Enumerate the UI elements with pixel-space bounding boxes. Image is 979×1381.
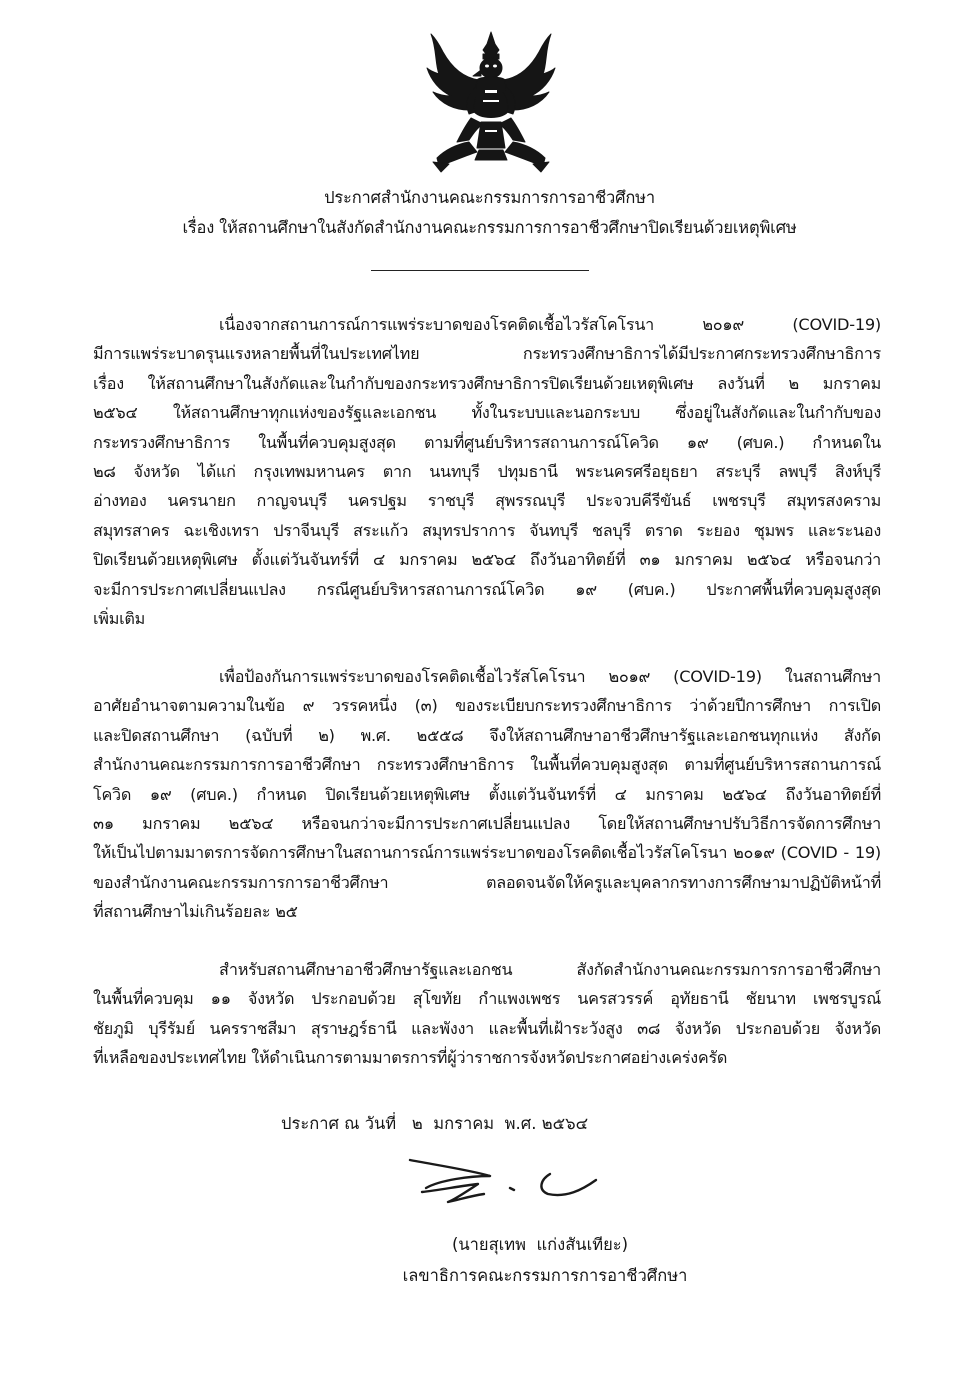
- title-divider: [371, 270, 589, 271]
- announcement-subject: เรื่อง ให้สถานศึกษาในสังกัดสำนักงานคณะกรรมการการอาชีวศึกษาปิดเรียนด้วยเหตุพิเศษ: [182, 218, 797, 237]
- signer-position: เลขาธิการคณะกรรมการการอาชีวศึกษา: [402, 1266, 688, 1285]
- text-line: อ่างทอง นครนายก กาญจนบุรี นครปฐม ราชบุรี สุพรรณบุรี ประจวบคีรีขันธ์ เพชรบุรี สมุทรสงคราม: [93, 491, 881, 511]
- text-line: สำนักงานคณะกรรมการการอาชีวศึกษา กระทรวงศึกษาธิการ ในพื้นที่ควบคุมสูงสุด ตามที่ศูนย์บริหารสถานการณ์: [93, 755, 881, 775]
- text-line: เพิ่มเติม: [93, 609, 146, 629]
- signer-name: (นายสุเทพ แก่งสันเทียะ): [451, 1235, 629, 1254]
- text-line: และปิดสถานศึกษา (ฉบับที่ ๒) พ.ศ. ๒๕๕๘ จึงให้สถานศึกษาอาชีวศึกษารัฐและเอกชนทุกแห่ง สังกัด: [93, 725, 881, 745]
- text-line: เพื่อป้องกันการแพร่ระบาดของโรคติดเชื้อไวรัสโคโรนา ๒๐๑๙ (COVID-19) ในสถานศึกษา: [219, 667, 881, 686]
- text-line: จะมีการประกาศเปลี่ยนแปลง กรณีศูนย์บริหารสถานการณ์โควิด ๑๙ (ศบค.) ประกาศพื้นที่ควบคุมสูงสุด: [93, 579, 881, 599]
- text-line: โควิด ๑๙ (ศบค.) กำหนด ปิดเรียนด้วยเหตุพิเศษ ตั้งแต่วันจันทร์ที่ ๔ มกราคม ๒๕๖๔ ถึงวันอาทิตย์ที่: [93, 784, 881, 804]
- announcement-title: ประกาศสำนักงานคณะกรรมการการอาชีวศึกษา: [324, 188, 655, 207]
- text-line: มีการแพร่ระบาดรุนแรงหลายพื้นที่ในประเทศไทย กระทรวงศึกษาธิการได้มีประกาศกระทรวงศึกษาธิการ: [93, 344, 881, 364]
- text-line: สมุทรสาคร ฉะเชิงเทรา ปราจีนบุรี สระแก้ว สมุทรปราการ จันทบุรี ชลบุรี ตราด ระยอง ชุมพร และระนอง: [93, 520, 881, 540]
- text-line: ของสำนักงานคณะกรรมการการอาชีวศึกษา ตลอดจนจัดให้ครูและบุคลากรทางการศึกษามาปฏิบัติหน้าที่: [93, 872, 881, 892]
- promulgation-date: ประกาศ ณ วันที่ ๒ มกราคม พ.ศ. ๒๕๖๔: [281, 1114, 589, 1133]
- text-line: ๓๑ มกราคม ๒๕๖๔ หรือจนกว่าจะมีการประกาศเปลี่ยนแปลง โดยให้สถานศึกษาปรับวิธีการจัดการศึกษา: [93, 814, 881, 834]
- body-paragraph-1: [93, 310, 881, 633]
- text-line: ให้เป็นไปตามมาตรการจัดการศึกษาในสถานการณ์การแพร่ระบาดของโรคติดเชื้อไวรัสโคโรนา ๒๐๑๙ (COVID - 19): [93, 843, 881, 863]
- text-line: อาศัยอำนาจตามความในข้อ ๙ วรรคหนึ่ง (๓) ของระเบียบกระทรวงศึกษาธิการ ว่าด้วยปีการศึกษา การเปิด: [93, 696, 881, 716]
- body-paragraph-3: [93, 955, 881, 1073]
- text-line: ที่สถานศึกษาไม่เกินร้อยละ ๒๕: [93, 902, 298, 922]
- garuda-emblem-icon: [425, 30, 557, 175]
- text-line: ในพื้นที่ควบคุม ๑๑ จังหวัด ประกอบด้วย สุโขทัย กำแพงเพชร นครสวรรค์ อุทัยธานี ชัยนาท เพชรบูรณ์: [93, 989, 881, 1009]
- text-line: ปิดเรียนด้วยเหตุพิเศษ ตั้งแต่วันจันทร์ที่ ๔ มกราคม ๒๕๖๔ ถึงวันอาทิตย์ที่ ๓๑ มกราคม ๒๕๖๔ หรือจนกว่า: [93, 550, 881, 570]
- text-line: ๒๕๖๔ ให้สถานศึกษาทุกแห่งของรัฐและเอกชน ทั้งในระบบและนอกระบบ ซึ่งอยู่ในสังกัดและในกำกับของ: [93, 403, 881, 423]
- text-line: เรื่อง ให้สถานศึกษาในสังกัดและในกำกับของกระทรวงศึกษาธิการปิดเรียนด้วยเหตุพิเศษ ลงวันที่ ๒ มกราคม: [93, 373, 881, 393]
- text-line: ๒๘ จังหวัด ได้แก่ กรุงเทพมหานคร ตาก นนทบุรี ปทุมธานี พระนครศรีอยุธยา สระบุรี ลพบุรี สิงห์บุรี: [93, 462, 881, 482]
- text-line: ชัยภูมิ บุรีรัมย์ นครราชสีมา สุราษฎร์ธานี และพังงา และพื้นที่เฝ้าระวังสูง ๓๘ จังหวัด ประกอบด้วย จังหวัด: [93, 1018, 881, 1038]
- body-paragraph-2: [93, 662, 881, 927]
- text-line: กระทรวงศึกษาธิการ ในพื้นที่ควบคุมสูงสุด ตามที่ศูนย์บริหารสถานการณ์โควิด ๑๙ (ศบค.) กำหนดใน: [93, 432, 881, 452]
- text-line: เนื่องจากสถานการณ์การแพร่ระบาดของโรคติดเชื้อไวรัสโคโรนา ๒๐๑๙ (COVID-19): [219, 315, 881, 334]
- text-line: ที่เหลือของประเทศไทย ให้ดำเนินการตามมาตรการที่ผู้ว่าราชการจังหวัดประกาศอย่างเคร่งครัด: [93, 1048, 728, 1068]
- text-line: สำหรับสถานศึกษาอาชีวศึกษารัฐและเอกชน สังกัดสำนักงานคณะกรรมการการอาชีวศึกษา: [219, 960, 881, 979]
- signature-mark: [400, 1150, 600, 1220]
